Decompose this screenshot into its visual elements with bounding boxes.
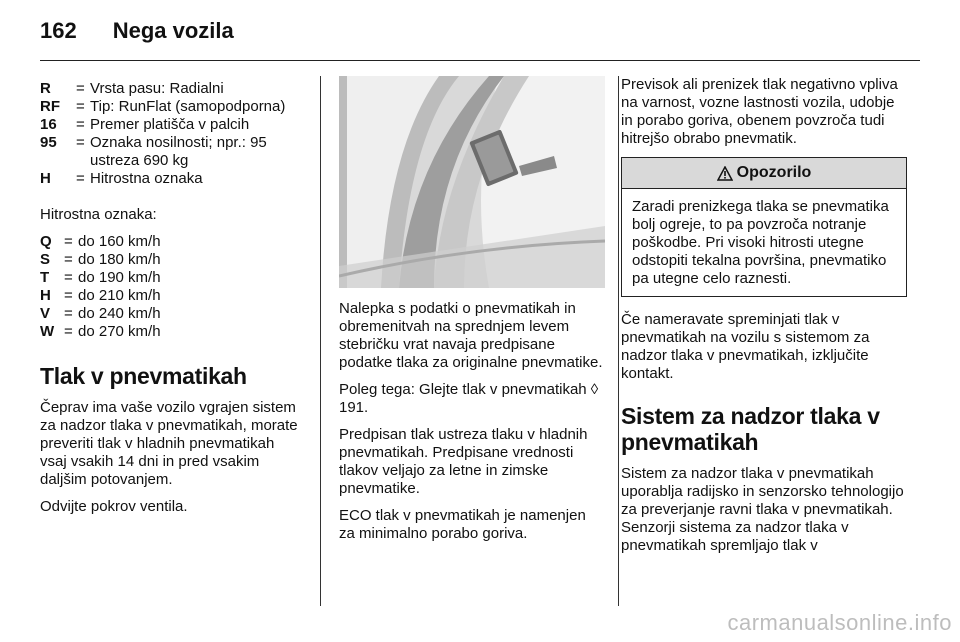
speed-key: H <box>40 287 51 304</box>
speed-row <box>40 251 300 269</box>
warning-title: Opozorilo <box>736 164 812 181</box>
definition-equals: = <box>76 134 85 151</box>
paragraph: Previsok ali prenizek tlak negativno vpliva na varnost, vozne lastnosti vozila, udobje in porabo goriva, obenem povzroča tudi hitrejšo obrabo pnevmatik. <box>621 76 898 147</box>
definition-row <box>40 170 300 188</box>
speed-equals: = <box>64 305 73 322</box>
speed-equals: = <box>64 233 73 250</box>
speed-row <box>40 287 300 305</box>
column-right <box>621 76 907 564</box>
speed-key: S <box>40 251 51 268</box>
definition-text: Hitrostna oznaka <box>90 170 203 187</box>
column-divider-1 <box>320 76 321 606</box>
warning-text: Zaradi prenizkega tlaka se pnevmatika bolj ogreje, to pa povzroča notranje poškodbe. Pri visoki hitrosti utegne odstopiti tekalna površina, pnevmatiko pa utegne celo raznesti. <box>632 198 889 287</box>
definition-text: Premer platišča v palcih <box>90 116 250 133</box>
column-divider-2 <box>618 76 619 606</box>
definition-key: 16 <box>40 116 57 133</box>
definition-row <box>40 134 300 170</box>
header-rule <box>40 60 920 61</box>
paragraph-see-also: Poleg tega: Glejte tlak v pnevmatikah ◊ 191. <box>339 381 599 416</box>
speed-text: do 240 km/h <box>78 305 161 322</box>
speed-text: do 210 km/h <box>78 287 161 304</box>
paragraph: Predpisan tlak ustreza tlaku v hladnih pnevmatikah. Predpisane vrednosti tlakov veljajo za letne in zimske pnevmatike. <box>339 426 588 497</box>
definition-key: 95 <box>40 134 57 151</box>
photo-caption: Nalepka s podatki o pnevmatikah in obremenitvah na sprednjem levem stebričku vrat navaja predpisane podatke tlaka za originalne pnevmatike. <box>339 300 603 371</box>
speed-equals: = <box>64 269 73 286</box>
definition-key: R <box>40 80 51 97</box>
definition-key: H <box>40 170 51 187</box>
definition-row <box>40 80 300 98</box>
column-left <box>40 80 300 525</box>
speed-equals: = <box>64 323 73 340</box>
speed-key: Q <box>40 233 52 250</box>
speed-row <box>40 305 300 323</box>
paragraph: Čeprav ima vaše vozilo vgrajen sistem za nadzor tlaka v pnevmatikah, morate preveriti tlak v hladnih pnevmatikah vsaj vsakih 14 dni in pred vsakim daljšim potovanjem. <box>40 399 298 488</box>
watermark: carmanualsonline.info <box>727 610 952 635</box>
warning-box <box>621 157 907 297</box>
page-header <box>40 18 234 44</box>
definition-text: Tip: RunFlat (samopodporna) <box>90 98 286 115</box>
definition-text: Oznaka nosilnosti; npr.: 95 ustreza 690 kg <box>90 134 267 169</box>
section-heading-tpms: Sistem za nadzor tlaka v pnevmatikah <box>621 403 880 455</box>
warning-triangle-icon <box>717 166 733 181</box>
page-number: 162 <box>40 18 77 43</box>
speed-text: do 190 km/h <box>78 269 161 286</box>
definition-equals: = <box>76 170 85 187</box>
tire-code-list <box>40 80 300 188</box>
definition-row <box>40 98 300 116</box>
speed-text: do 180 km/h <box>78 251 161 268</box>
speed-key: T <box>40 269 50 286</box>
speed-text: do 270 km/h <box>78 323 161 340</box>
speed-key: W <box>40 323 55 340</box>
definition-equals: = <box>76 116 85 133</box>
speed-equals: = <box>64 287 73 304</box>
definition-equals: = <box>76 98 85 115</box>
speed-row <box>40 323 300 341</box>
speed-text: do 160 km/h <box>78 233 161 250</box>
speed-index-list <box>40 233 300 341</box>
speed-equals: = <box>64 251 73 268</box>
speed-row <box>40 269 300 287</box>
definition-equals: = <box>76 80 85 97</box>
speed-index-intro: Hitrostna oznaka: <box>40 206 157 223</box>
section-heading-tire-pressure: Tlak v pnevmatikah <box>40 363 247 389</box>
paragraph: Če nameravate spreminjati tlak v pnevmatikah na vozilu s sistemom za nadzor tlaka v pnevmatikah, izključite kontakt. <box>621 311 870 382</box>
speed-row <box>40 233 300 251</box>
page-title: Nega vozila <box>112 18 234 43</box>
paragraph: Odvijte pokrov ventila. <box>40 498 188 515</box>
definition-row <box>40 116 300 134</box>
warning-header <box>622 158 906 189</box>
door-pillar-photo <box>339 76 605 288</box>
paragraph: Sistem za nadzor tlaka v pnevmatikah uporablja radijsko in senzorsko tehnologijo za preverjanje ravni tlaka v pnevmatikah. Senzorji sistema za nadzor tlaka v pnevmatikah spremljajo tlak v <box>621 465 904 554</box>
definition-text: Vrsta pasu: Radialni <box>90 80 224 97</box>
door-pillar-illustration <box>339 76 605 288</box>
speed-key: V <box>40 305 51 322</box>
paragraph: ECO tlak v pnevmatikah je namenjen za minimalno porabo goriva. <box>339 507 586 542</box>
definition-key: RF <box>40 98 60 115</box>
column-middle <box>339 76 605 552</box>
